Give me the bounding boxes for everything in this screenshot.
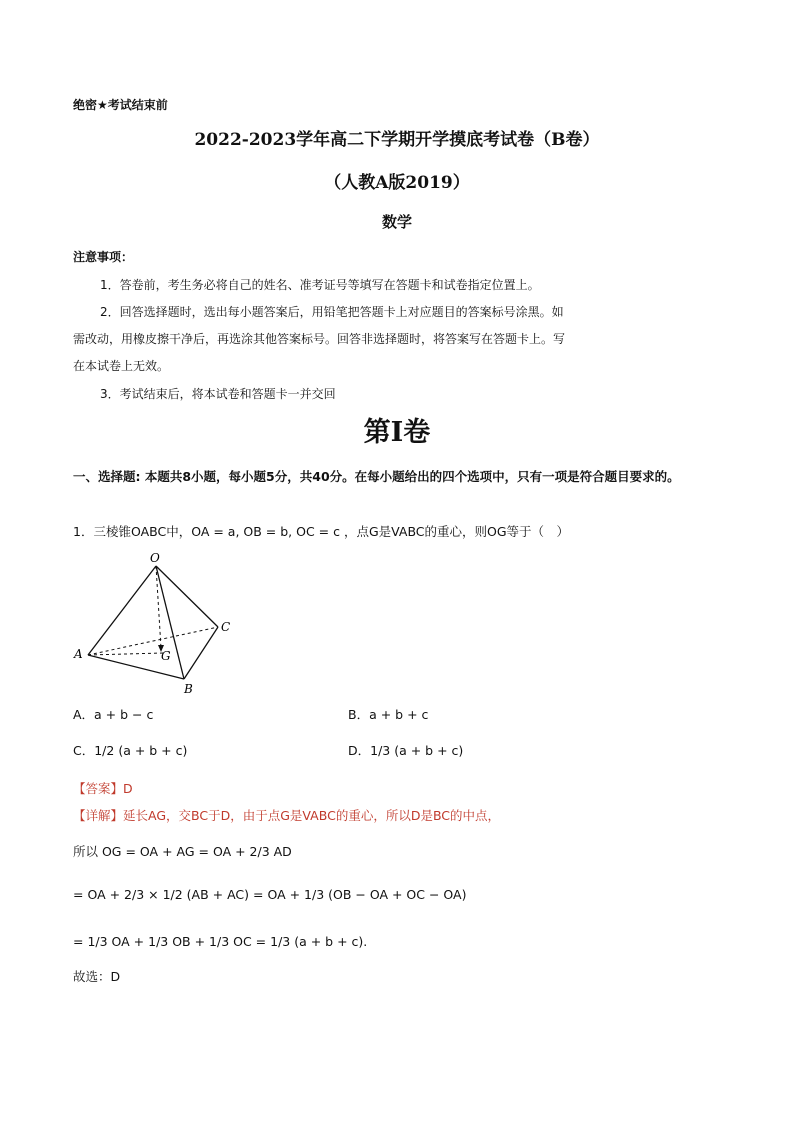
detail-label: 【详解】 — [73, 808, 124, 823]
detail-line-1 — [73, 806, 500, 824]
label-C: C — [221, 620, 231, 634]
exam-edition: （人教A版2019） — [324, 173, 470, 193]
subject-title: 数学 — [381, 213, 412, 231]
note-item-2-line-2: 需改动，用橡皮擦干净后，再选涂其他答案标号。回答非选择题时，将答案写在答题卡上。写 — [73, 332, 566, 346]
confidential-label: 绝密★考试结束前 — [73, 98, 168, 112]
conclusion: 故选：D — [73, 969, 121, 984]
label-A: A — [74, 647, 83, 661]
tetrahedron-figure — [70, 548, 240, 698]
label-G: G — [161, 649, 171, 663]
answer-line — [73, 779, 133, 797]
label-B: B — [184, 682, 193, 696]
option-d: D．1/3 (a + b + c) — [348, 743, 464, 758]
notes-heading: 注意事项： — [73, 250, 134, 264]
option-b: B．a + b + c — [348, 707, 429, 722]
edge-BC — [184, 627, 218, 679]
exam-title: 2022-2023学年高二下学期开学摸底考试卷（B卷） — [194, 130, 600, 150]
label-O: O — [150, 551, 160, 565]
section-title: 第I卷 — [363, 417, 431, 448]
segment-AG — [88, 653, 163, 655]
option-c: C．1/2 (a + b + c) — [73, 743, 188, 758]
detail-line-2: 所以 OG = OA + AG = OA + 2/3 AD — [73, 844, 292, 859]
edge-OC — [156, 566, 218, 627]
answer-value: D — [123, 781, 133, 796]
question-1-stem: 1．三棱锥OABC中，OA = a, OB = b, OC = c ，点G是VABC的重心，则OG等于（ ） — [73, 524, 570, 539]
note-item-1: 1．答卷前，考生务必将自己的姓名、准考证号等填写在答题卡和试卷指定位置上。 — [100, 278, 540, 292]
detail-line-4: = 1/3 OA + 1/3 OB + 1/3 OC = 1/3 (a + b + c). — [73, 934, 368, 949]
note-item-2-line-1: 2．回答选择题时，选出每小题答案后，用铅笔把答题卡上对应题目的答案标号涂黑。如 — [100, 305, 564, 319]
note-item-2-line-3: 在本试卷上无效。 — [73, 359, 170, 373]
option-a: A．a + b − c — [73, 707, 154, 722]
detail-line-3: = OA + 2/3 × 1/2 (AB + AC) = OA + 1/3 (OB − OA + OC − OA) — [73, 887, 467, 902]
part-heading: 一、选择题: 本题共8小题，每小题5分，共40分。在每小题给出的四个选项中，只有一项是符合题目要求的。 — [73, 469, 680, 484]
answer-label: 【答案】 — [73, 781, 124, 796]
edge-OA — [88, 566, 156, 655]
edge-AC-hidden — [88, 627, 218, 655]
note-item-3: 3．考试结束后，将本试卷和答题卡一并交回 — [100, 387, 336, 401]
detail-text-1: 延长AG，交BC于D，由于点G是VABC的重心，所以D是BC的中点， — [123, 808, 501, 823]
